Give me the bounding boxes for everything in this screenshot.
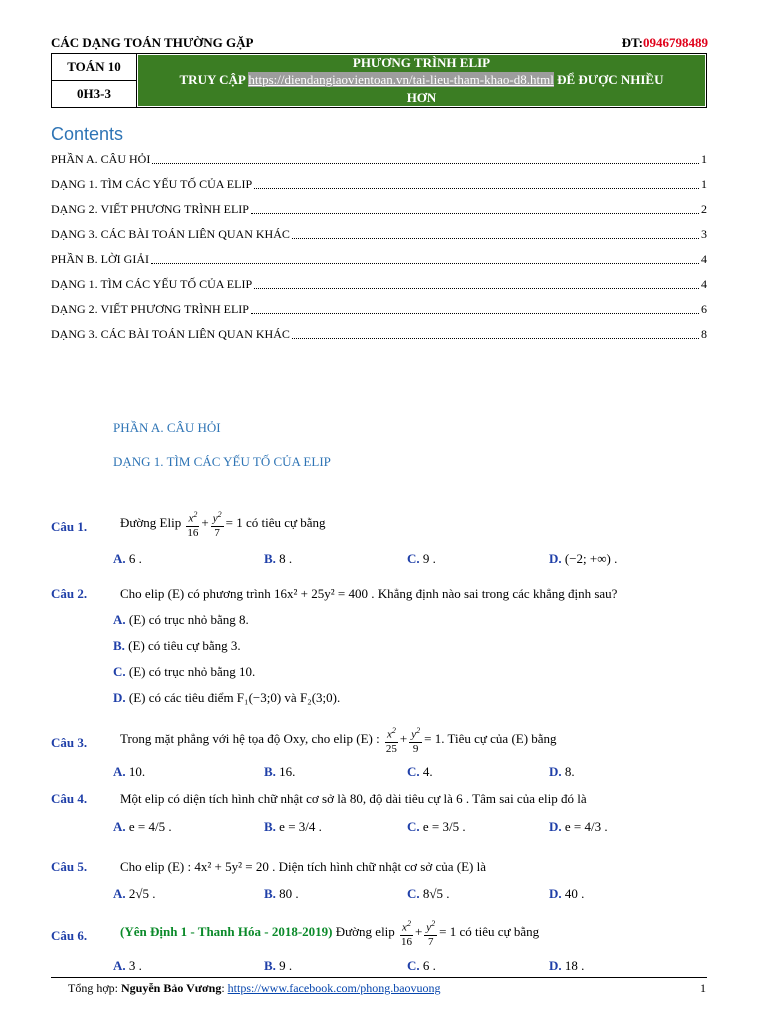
question-text: Cho elip (E) có phương trình 16x² + 25y² = 400 . Khẳng định nào sai trong các khẳng định sau? — [120, 586, 618, 601]
option-a[interactable]: A. 10. — [113, 764, 146, 779]
toc-entry[interactable] — [51, 276, 707, 292]
toc-leader-dots — [151, 263, 699, 264]
section-part-a: PHẦN A. CÂU HỎI — [113, 420, 221, 435]
fraction: $\frac{x^2}{16}$ — [400, 919, 412, 948]
toc-entry-page: 2 — [701, 202, 707, 216]
option-b[interactable]: B. 16. — [264, 764, 296, 779]
fraction: $\frac{y^2}{7}$ — [426, 919, 436, 948]
header-table — [51, 53, 707, 108]
toc-entry-label: DẠNG 3. CÁC BÀI TOÁN LIÊN QUAN KHÁC — [51, 227, 290, 241]
question-text: Một elip có diện tích hình chữ nhật cơ sở là 80, độ dài tiêu cự là 6 . Tâm sai của elip đó là — [120, 791, 587, 806]
question-text-before: Trong mặt phẳng với hệ tọa độ Oxy, cho elip (E) : — [120, 730, 380, 746]
footer-facebook-link[interactable]: https://www.facebook.com/phong.baovuong — [227, 981, 441, 995]
access-suffix: ĐỂ ĐƯỢC NHIỀU — [557, 72, 664, 87]
toc-entry-page: 1 — [701, 152, 707, 166]
access-line — [138, 70, 705, 90]
toc-entry-page: 6 — [701, 302, 707, 316]
option-c[interactable]: C. 8√5 . — [407, 886, 450, 901]
question-text-after: có tiêu cự bằng — [459, 923, 540, 939]
header-table-left-col — [52, 54, 137, 107]
toc-entry-label: PHẦN B. LỜI GIẢI — [51, 252, 149, 266]
fraction: $\frac{x^2}{16}$ — [187, 510, 199, 539]
question-number: Câu 6. — [51, 928, 88, 943]
option-d[interactable]: D. 18 . — [549, 958, 585, 973]
toc-entry-label: DẠNG 2. VIẾT PHƯƠNG TRÌNH ELIP — [51, 302, 249, 316]
option-c[interactable]: C. (E) có trục nhỏ bằng 10. — [113, 664, 256, 679]
toc-entry-label: DẠNG 2. VIẾT PHƯƠNG TRÌNH ELIP — [51, 202, 249, 216]
toc-leader-dots — [254, 188, 699, 189]
option-d[interactable]: D. 40 . — [549, 886, 585, 901]
option-a[interactable]: A. 6 . — [113, 551, 142, 566]
question-text: Đường Elip $\frac{x^2}{16}$ + $\frac{y^2}{7}$ = 1 có tiêu cự bằng — [120, 510, 326, 539]
toc-leader-dots — [251, 213, 699, 214]
question-text-before: Đường elip — [335, 923, 395, 939]
toc-entry-label: DẠNG 1. TÌM CÁC YẾU TỐ CỦA ELIP — [51, 177, 253, 191]
toc-leader-dots — [292, 238, 699, 239]
phone-number: 0946798489 — [643, 35, 708, 50]
option-b[interactable]: B. 9 . — [264, 958, 293, 973]
question-number: Câu 2. — [51, 586, 88, 601]
toc-entry-label: PHẦN A. CÂU HỎI — [51, 152, 151, 166]
question-text: Trong mặt phẳng với hệ tọa độ Oxy, cho elip (E) : $\frac{x^2}{25}$ + $\frac{y^2}{9}$ = 1. Tiêu cự của (E) bằng — [120, 726, 557, 755]
toc-entry[interactable] — [51, 151, 707, 167]
lesson-code: 0H3-3 — [77, 86, 111, 101]
fraction: $\frac{x^2}{25}$ — [385, 726, 397, 755]
question-number: Câu 1. — [51, 519, 88, 534]
option-c[interactable]: C. 4. — [407, 764, 433, 779]
question-text: Cho elip (E) : 4x² + 5y² = 20 . Diện tích hình chữ nhật cơ sở của (E) là — [120, 859, 487, 874]
toc-entry[interactable] — [51, 326, 707, 342]
option-a[interactable]: A. 3 . — [113, 958, 142, 973]
option-d[interactable]: D. 8. — [549, 764, 575, 779]
option-c[interactable]: C. 9 . — [407, 551, 436, 566]
access-prefix: TRUY CẬP — [179, 72, 246, 87]
toc-entry-label: DẠNG 1. TÌM CÁC YẾU TỐ CỦA ELIP — [51, 277, 253, 291]
doc-header-left: CÁC DẠNG TOÁN THƯỜNG GẶP — [51, 35, 254, 50]
question-text-before: Đường Elip — [120, 514, 182, 530]
toc-entry-page: 4 — [701, 252, 707, 266]
lesson-title: PHƯƠNG TRÌNH ELIP — [352, 55, 491, 70]
footer-sep: : — [221, 981, 228, 995]
contents-title: Contents — [51, 124, 124, 144]
phone-label: ĐT: — [621, 35, 643, 50]
fraction: $\frac{y^2}{9}$ — [411, 726, 421, 755]
doc-header-phone — [622, 35, 708, 51]
option-b[interactable]: B. e = 3/4 . — [264, 819, 322, 834]
question-text-after: . Tiêu cự của (E) bằng — [441, 730, 557, 746]
grade-label: TOÁN 10 — [52, 54, 136, 81]
access-url-link[interactable]: https://diendangiaovientoan.vn/tai-lieu-tham-khao-d8.html — [248, 72, 554, 87]
toc-entry[interactable] — [51, 176, 707, 192]
footer-author: Nguyễn Bảo Vương — [121, 981, 222, 995]
footer — [68, 981, 441, 996]
toc-entry[interactable] — [51, 226, 707, 242]
page-number: 1 — [700, 981, 706, 995]
question-text: (Yên Định 1 - Thanh Hóa - 2018-2019) Đường elip $\frac{x^2}{16}$ + $\frac{y^2}{7}$ = 1 có tiêu cự bằng — [120, 919, 540, 948]
access-line-3: HƠN — [406, 90, 437, 105]
footer-prefix: Tổng hợp: — [68, 981, 122, 995]
question-text-after: có tiêu cự bằng — [245, 514, 326, 530]
toc-entry-label: DẠNG 3. CÁC BÀI TOÁN LIÊN QUAN KHÁC — [51, 327, 290, 341]
option-b[interactable]: B. (E) có tiêu cự bằng 3. — [113, 638, 241, 653]
option-d[interactable]: D. (−2; +∞) . — [549, 551, 618, 566]
toc-leader-dots — [152, 163, 699, 164]
question-number: Câu 4. — [51, 791, 88, 806]
option-a[interactable]: A. (E) có trục nhỏ bằng 8. — [113, 612, 249, 627]
toc-entry[interactable] — [51, 201, 707, 217]
toc-leader-dots — [254, 288, 699, 289]
toc-entry-page: 3 — [701, 227, 707, 241]
question-source: (Yên Định 1 - Thanh Hóa - 2018-2019) — [120, 923, 333, 939]
toc-leader-dots — [251, 313, 699, 314]
fraction: $\frac{y^2}{7}$ — [212, 510, 222, 539]
option-b[interactable]: B. 8 . — [264, 551, 293, 566]
option-c[interactable]: C. 6 . — [407, 958, 436, 973]
section-dang-1: DẠNG 1. TÌM CÁC YẾU TỐ CỦA ELIP — [113, 454, 331, 469]
question-number: Câu 3. — [51, 735, 88, 750]
option-a[interactable]: A. 2√5 . — [113, 886, 156, 901]
toc-entry-page: 1 — [701, 177, 707, 191]
toc-entry[interactable] — [51, 251, 707, 267]
toc-entry-page: 4 — [701, 277, 707, 291]
option-c[interactable]: C. e = 3/5 . — [407, 819, 466, 834]
toc-entry-page: 8 — [701, 327, 707, 341]
toc-leader-dots — [292, 338, 699, 339]
question-number: Câu 5. — [51, 859, 88, 874]
option-d[interactable]: D. (E) có các tiêu điểm F₁(−3;0) và F₂(3;0). — [113, 690, 341, 705]
option-d[interactable]: D. e = 4/3 . — [549, 819, 608, 834]
toc-entry[interactable] — [51, 301, 707, 317]
option-a[interactable]: A. e = 4/5 . — [113, 819, 172, 834]
header-banner — [138, 55, 705, 106]
footer-divider — [51, 977, 707, 978]
option-b[interactable]: B. 80 . — [264, 886, 299, 901]
